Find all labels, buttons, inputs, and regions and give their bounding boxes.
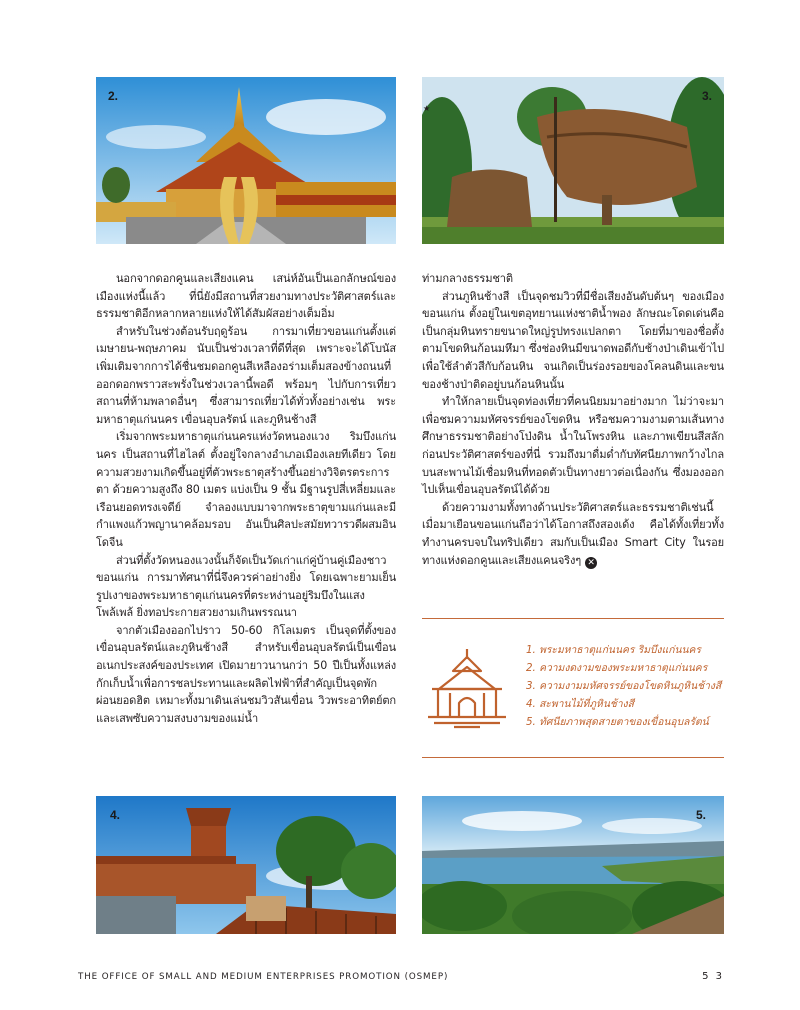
paragraph-continued: ท่ามกลางธรรมชาติ (422, 272, 513, 285)
photo-number: 5. (695, 808, 706, 822)
caption-item: 5. ทัศนียภาพสุดสายตาของเขื่อนอุบลรัตน์ (526, 716, 709, 728)
footer-organization: THE OFFICE OF SMALL AND MEDIUM ENTERPRISES PROMOTION (OSMEP) (78, 972, 449, 982)
caption-box (422, 618, 724, 758)
asterisk-mark-icon: ★ (423, 104, 431, 113)
caption-item: 3. ความงามมหัศจรรย์ของโขดหินภูหินช้างสี (526, 680, 722, 692)
paragraph: เริ่มจากพระมหาธาตุแก่นนครแห่งวัดหนองแวง ริมบึงแก่นนคร เป็นสถานที่ไฮไลต์ ตั้งอยู่ใจกลางอำเภอเมืองเลยทีเดียว โดยความสวยงามเกิดขึ้นอยู่ที่ตัวพระธาตุสร้างขึ้นอย่างวิจิตรตระการตา ด้วยความสูงถึง 80 เมตร แบ่งเป็น 9 ชั้น มีฐานรูปสี่เหลี่ยมและเรือนยอดทรงเจดีย์ จำลองแบบมาจากพระธาตุขามแก่นและมีกำแพงแก้วพญานาคล้อมรอบ อันเป็นศิลปะสมัยทวารวดีผสมอินโดจีน (96, 430, 396, 549)
right-column (422, 270, 724, 569)
paragraph: ส่วนภูหินช้างสี เป็นจุดชมวิวที่มีชื่อเสียงอันดับต้นๆ ของเมืองขอนแก่น ตั้งอยู่ในเขตอุทยานแห่งชาติน้ำพอง ลักษณะโดดเด่นคือเป็นกลุ่มหินทรายขนาดใหญ่รูปทรงแปลกตา โดยที่มาของชื่อตั้งตามโขดหินก้อนมหึมา ซึ่งช่องหินมีขนาดพอดีกับช้างป่าเดินเข้าไปเพื่อใช้ลำตัวสีกับก้อนหิน จนเกิดเป็นร่องรอยของโคลนดินและขนของช้างป่าติดอยู่บนก้อนหินนั้น (422, 289, 724, 391)
paragraph-final (422, 499, 724, 569)
left-column (96, 270, 396, 727)
paragraph: จากตัวเมืองออกไปราว 50-60 กิโลเมตร เป็นจุดที่ตั้งของเขื่อนอุบลรัตน์และภูหินช้างสี สำหรับเขื่อนอุบลรัตน์เป็นเขื่อนอเนกประสงค์ของประเทศ เปิดมายาวนานกว่า 50 ปีเป็นทั้งแหล่งกักเก็บน้ำเพื่อการชลประทานและผลิตไฟฟ้าที่สำคัญเป็นจุดพักผ่อนยอดฮิต เหมาะทั้งมาเดินเล่นชมวิวสันเขื่อน วิวพระอาทิตย์ตกและเสพซับความสงบงามของแม่น้ำ (96, 623, 396, 725)
dam-landscape-photo-icon (422, 796, 724, 934)
paragraph: สำหรับในช่วงต้อนรับฤดูร้อน การมาเที่ยวขอนแก่นตั้งแต่เมษายน-พฤษภาคม นับเป็นช่วงเวลาที่ดีที่สุด เพราะจะได้โบนัสเพิ่มเติมจากการได้ชื่นชมดอกคูนสีเหลืองอร่ามเต็มสองข้างถนนที่ออกดอกพราวสะพรั่งในช่วงเวลานี้พอดี พร้อมๆ ไปกับการเที่ยวสถานที่ห้ามพลาดอื่นๆ ซึ่งสามารถเที่ยวได้ทั่วทั้งอย่างเช่น พระมหาธาตุแก่นนคร เขื่อนอุบลรัตน์ และภูหินช้างสี (96, 324, 396, 426)
photo-wooden-bridge (96, 796, 396, 934)
caption-list (526, 641, 721, 731)
temple-photo-icon (96, 77, 396, 244)
page-number: 5 3 (702, 971, 724, 982)
caption-item: 4. สะพานไม้ที่ภูหินช้างสี (526, 698, 634, 710)
photo-number: 2. (108, 89, 119, 103)
photo-dam-landscape (422, 796, 724, 934)
paragraph: นอกจากดอกคูนและเสียงแคน เสน่ห์อันเป็นเอกลักษณ์ของเมืองแห่งนี้แล้ว ที่นี่ยังมีสถานที่สวยงามทางประวัติศาสตร์และธรรมชาติอีกหลากหลายแห่งให้ได้สัมผัสอย่างเต็มอิ่ม (96, 272, 396, 321)
photo-temple (96, 77, 396, 244)
paragraph: ทำให้กลายเป็นจุดท่องเที่ยวที่คนนิยมมาอย่างมาก ไม่ว่าจะมาเพื่อชมความมหัศจรรย์ของโขดหิน หรือชมความงามตามเส้นทางศึกษาธรรมชาติอย่างโป่งดิน น้ำในโพรงหิน และภาพเขียนสีสลักก่อนประวัติศาสตร์ของที่นี่ รวมถึงมาดื่มด่ำกับทัศนียภาพกว้างไกลบนสะพานไม้เชื่อมหินที่ทอดตัวเป็นทางยาวต่อเนื่องกัน ซึ่งมองออกไปเห็นเขื่อนอุบลรัตน์ได้ด้วย (422, 395, 724, 497)
paragraph: ส่วนที่ตั้งวัดหนองแวงนั้นก็จัดเป็นวัดเก่าแก่คู่บ้านคู่เมืองชาวขอนแก่น การมาทัศนาที่นี่จึงควรค่าอย่างยิ่ง โดยเฉพาะยามเย็น รูปเงาของพระมหาธาตุแก่นนครที่ตระหง่านอยู่ริมบึงในแสงโพล้เพล้ ยิ่งทอประกายสวยงามเกินพรรณนา (96, 553, 396, 620)
photo-number: 3. (701, 89, 712, 103)
caption-item: 1. พระมหาธาตุแก่นนคร ริมบึงแก่นนคร (526, 644, 701, 656)
rock-formation-photo-icon (422, 77, 724, 244)
thai-pavilion-icon (424, 647, 510, 729)
wooden-bridge-photo-icon (96, 796, 396, 934)
photo-rock-formation (422, 77, 724, 244)
photo-number: 4. (110, 808, 121, 822)
paragraph-text: ด้วยความงามทั้งทางด้านประวัติศาสตร์และธรรมชาติเช่นนี้เมื่อมาเยือนขอนแก่นถือว่าได้โอกาสถึงสองเด้ง คือได้ทั้งเที่ยวทั้งทำงานครบจบในทริปเดียว สมกับเป็นเมือง Smart City ในรอยทางแห่งดอกคูนและเสียงแคนจริงๆ (422, 500, 724, 567)
caption-item: 2. ความงดงามของพระมหาธาตุแก่นนคร (526, 662, 708, 674)
end-mark-icon: ✕ (585, 557, 597, 569)
